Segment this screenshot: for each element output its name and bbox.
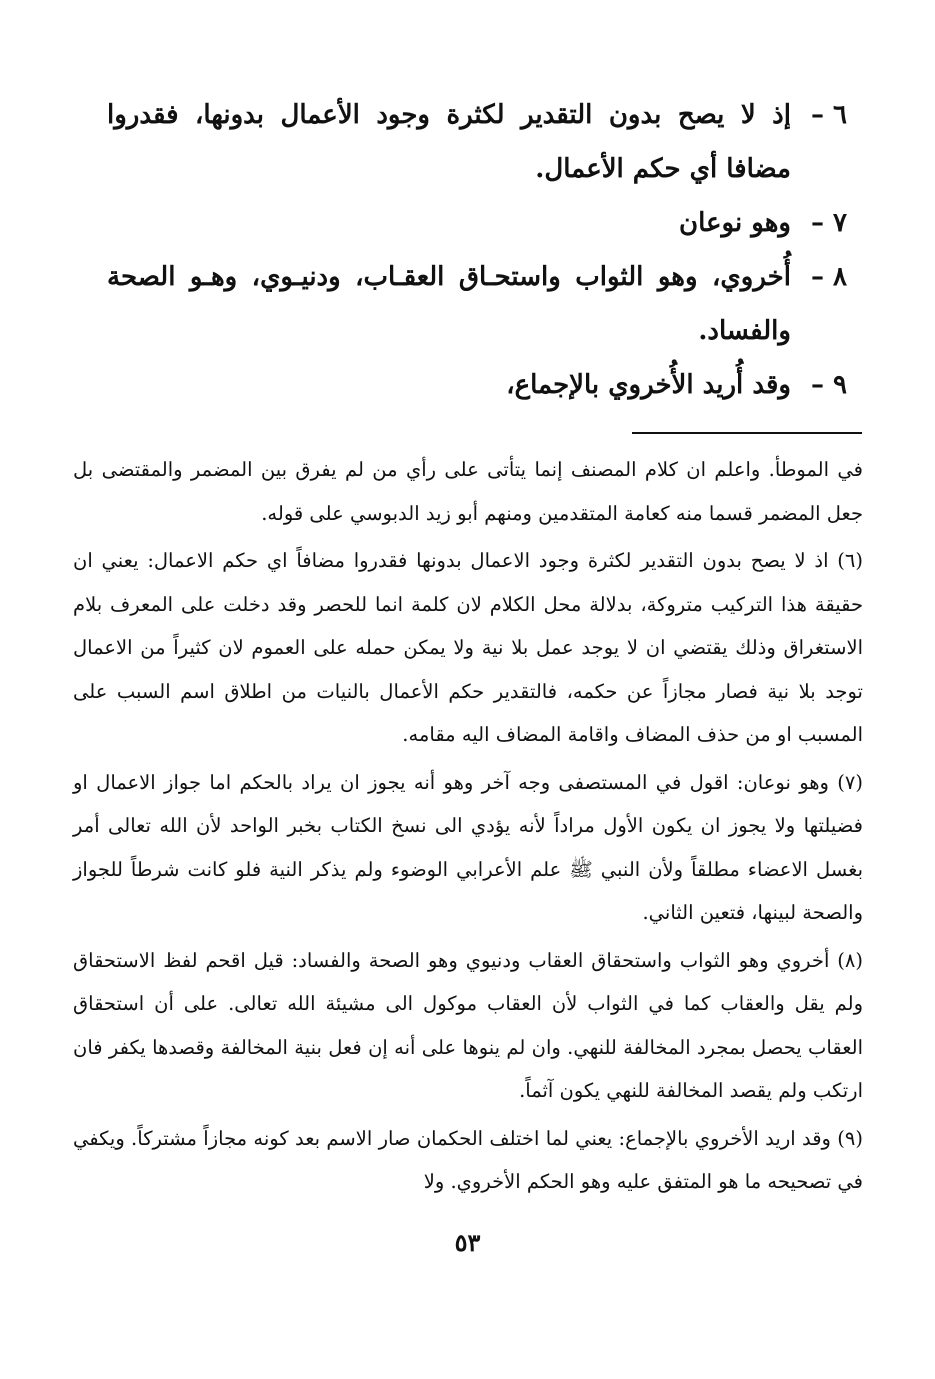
main-item [107, 358, 847, 412]
main-text [107, 88, 847, 412]
footnote-paragraph: (٨) أخروي وهو الثواب واستحقاق العقاب ودنيوي وهو الصحة والفساد: قيل اقحم لفظ الاستحقاق ولم يقل والعقاب كما في الثواب لأن العقاب موكول الى مشيئة الله تعالى. على أن استحقاق العقاب يحصل بمجرد المخالفة للنهي. وان لم ينوها على أنه إن فعل بنية المخالفة وقصدها يكفر فان ارتكب ولم يقصد المخالفة للنهي يكون آثماً. [73, 948, 863, 1102]
item-text: وقد أُريد الأُخروي بالإجماع، [506, 370, 791, 400]
item-number: ٩ – [810, 370, 847, 400]
item-number: ٧ – [810, 208, 847, 238]
footnote-separator [632, 432, 862, 434]
item-number: ٨ – [810, 262, 847, 292]
main-item [107, 88, 847, 196]
footnotes [73, 448, 863, 1208]
main-item [107, 250, 847, 358]
footnote-paragraph: في الموطأ. واعلم ان كلام المصنف إنما يتأتى على رأي من لم يفرق بين المضمر والمقتضى بل جعل المضمر قسما منه كعامة المتقدمين ومنهم أبو زيد الدبوسي على قوله. [73, 458, 863, 525]
footnote-paragraph: (٦) اذ لا يصح بدون التقدير لكثرة وجود الاعمال بدونها فقدروا مضافاً اي حكم الاعمال: يعني ان حقيقة هذا التركيب متروكة، بدلالة محل الكلام لان كلمة انما للحصر وقد دخلت على المعرف بلام الاستغراق وذلك يقتضي ان لا يوجد عمل بلا نية ولا يمكن حمله على العموم لان كثيراً من الاعمال توجد بلا نية فصار مجازاً عن حكمه، فالتقدير حكم الأعمال بالنيات من اطلاق اسم السبب على المسبب او من حذف المضاف واقامة المضاف اليه مقامه. [73, 549, 863, 746]
main-item [107, 196, 847, 250]
item-text: وهو نوعان [679, 208, 791, 238]
item-text: أُخروي، وهو الثواب واستحـاق العقـاب، ودنيـوي، وهـو الصحة والفساد. [107, 262, 791, 346]
footnote-paragraph: (٩) وقد اريد الأخروي بالإجماع: يعني لما اختلف الحكمان صار الاسم بعد كونه مجازاً مشتركاً. ويكفي في تصحيحه ما هو المتفق عليه وهو الحكم الأخروي. ولا [73, 1126, 863, 1193]
footnote-paragraph: (٧) وهو نوعان: اقول في المستصفى وجه آخر وهو أنه يجوز ان يراد بالحكم اما جواز الاعمال او فضيلتها ولا يجوز ان يكون الأول مراداً لأنه يؤدي الى نسخ الكتاب بخبر الواحد لأن الله تعالى أمر بغسل الاعضاء مطلقاً ولأن النبي ﷺ علم الأعرابي الوضوء ولم يذكر النية فلو كانت شرطاً للجواز والصحة لبينها، فتعين الثاني. [73, 770, 863, 924]
item-number: ٦ – [810, 100, 847, 130]
item-text: إذ لا يصح بدون التقدير لكثرة وجود الأعمال بدونها، فقدروا مضافا أي حكم الأعمال. [107, 100, 791, 184]
page-number: ٥٣ [454, 1228, 481, 1257]
